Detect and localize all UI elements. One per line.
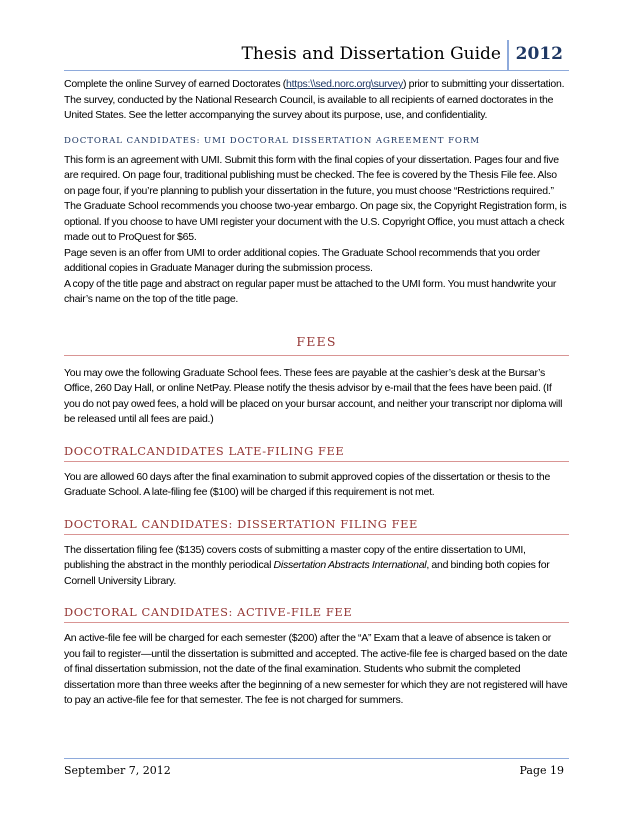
active-file-fee-paragraph: An active-file fee will be charged for each semester ($200) after the “A” Exam that a leave of absence is taken or you fail to register—until the dissertation is submitted and accepted. The active-file fee is charged based on the date of final dissertation submission, not the date of the final examination. Students who submit the completed dissertation more than three weeks after the beginning of a new semester for which they are not registered will have to pay an active-file fee for that semester. The fee is not charged for summers. bbox=[64, 632, 568, 706]
umi-agreement-heading: DOCTORAL CANDIDATES: UMI DOCTORAL DISSERTATION AGREEMENT FORM bbox=[64, 135, 480, 146]
fees-intro-paragraph: You may owe the following Graduate School fees. These fees are payable at the cashier’s desk at the Bursar’s Office, 260 Day Hall, or online NetPay. Please notify the thesis advisor by e-mail that the fees have been paid. (If you do not pay owed fees, a hold will be placed on your bursar account, and neither your transcript nor diploma will be released until all fees are paid.) bbox=[64, 366, 563, 425]
fees-section-title: FEES bbox=[296, 333, 337, 349]
survey-link[interactable]: https:\\sed.norc.org\survey bbox=[286, 78, 404, 90]
footer-rule bbox=[64, 758, 569, 759]
header-title: Thesis and Dissertation Guide bbox=[241, 44, 501, 64]
filing-text-after: , and binding both copies for Cornell University Library. bbox=[64, 559, 550, 587]
fees-section-rule bbox=[64, 355, 569, 356]
filing-text-before: The dissertation filing fee ($135) covers costs of submitting a master copy of the entire dissertation to UMI, publishing the abstract in the monthly periodical bbox=[64, 543, 526, 571]
dissertation-filing-fee-paragraph bbox=[64, 543, 569, 590]
survey-text-after: ) prior to submitting your dissertation. The survey, conducted by the National Research Council, is available to all recipients of earned doctorates in the United States. See the letter accompanying the survey about its purpose, use, and confidentiality. bbox=[64, 78, 565, 121]
survey-text-before: Complete the online Survey of earned Doctorates ( bbox=[64, 78, 287, 90]
header-divider bbox=[507, 40, 509, 70]
umi-paragraph-3: A copy of the title page and abstract on regular paper must be attached to the UMI form. You must handwrite your chair’s name on the top of the title page. bbox=[64, 277, 557, 305]
late-filing-fee-heading: DOCOTRALCANDIDATES LATE-FILING FEE bbox=[64, 443, 569, 462]
page-header bbox=[64, 40, 569, 70]
footer-date: September 7, 2012 bbox=[64, 764, 171, 777]
footer-page-number: Page 19 bbox=[519, 764, 564, 777]
header-rule bbox=[64, 70, 569, 71]
active-file-fee-heading: DOCTORAL CANDIDATES: ACTIVE-FILE FEE bbox=[64, 604, 569, 623]
filing-periodical-title: Dissertation Abstracts International bbox=[273, 559, 427, 571]
survey-paragraph bbox=[64, 77, 569, 124]
umi-paragraph-1: This form is an agreement with UMI. Submit this form with the final copies of your dissertation. Pages four and five are required. On page four, traditional publishing must be checked. The fee is covered by the Thesis File fee. Also on page four, if you’re planning to publish your dissertation in the future, you must choose “Restrictions required.” The Graduate School recommends you choose two-year embargo. On page six, the Copyright Registration form, is optional. If you choose to have UMI register your document with the U.S. Copyright Office, you must attach a check made out to ProQuest for $65. bbox=[64, 153, 567, 243]
umi-paragraph-2: Page seven is an offer from UMI to order additional copies. The Graduate School recommends that you order additional copies in Graduate Manager during the submission process. bbox=[64, 246, 541, 274]
header-year: 2012 bbox=[515, 44, 563, 64]
dissertation-filing-fee-heading: DOCTORAL CANDIDATES: DISSERTATION FILING FEE bbox=[64, 516, 569, 535]
page-content bbox=[64, 77, 569, 715]
late-filing-fee-paragraph: You are allowed 60 days after the final examination to submit approved copies of the dissertation or thesis to the Graduate School. A late-filing fee ($100) will be charged if this requirement is not met. bbox=[64, 470, 551, 498]
